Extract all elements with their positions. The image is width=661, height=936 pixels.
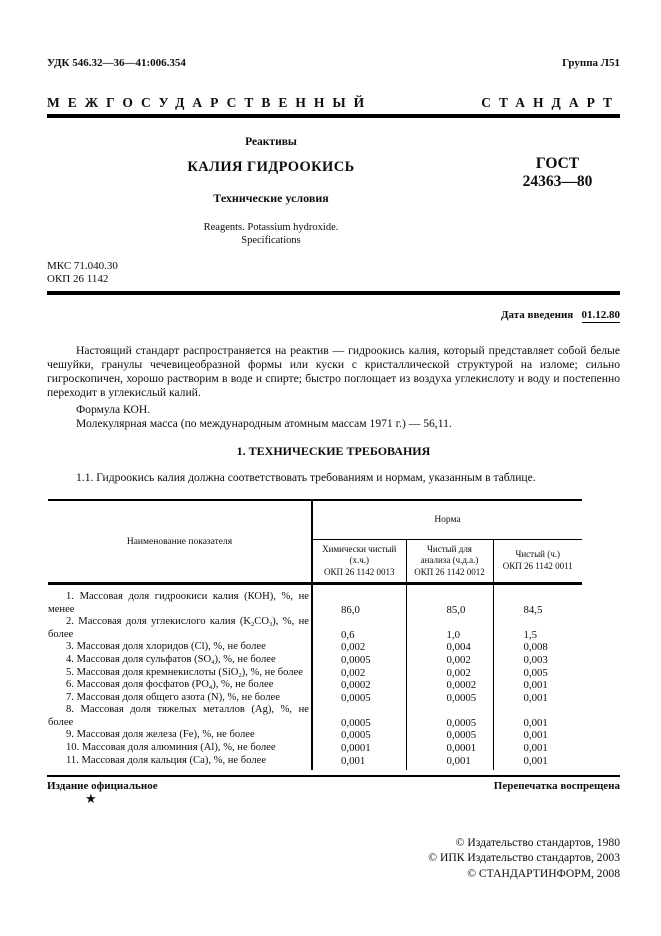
column-header-name: Наименование показателя [48,500,312,583]
table-row: 9. Массовая доля железа (Fe), %, не более 0,0005 0,0005 0,001 [48,729,582,742]
introduction-date-row [47,309,620,321]
table-row: 2. Массовая доля углекислого калия $(K_2CO_3)$, %, не более 0,6 1,0 1,5 [48,616,537,641]
table-row: 8. Массовая доля тяжелых металлов (Ag), %, не более 0,0005 0,0005 0,001 [48,704,548,729]
classification-row [47,0,620,69]
title-english-line2: Specifications [241,234,301,246]
document-title: КАЛИЯ ГИДРООКИСЬ [187,159,355,175]
formula-line: Формула КОН. [76,402,151,416]
column-header-chemically-pure: Химически чистый (х.ч.) ОКП 26 1142 0013 [312,539,406,583]
table-row: 6. Массовая доля фосфатов $(PO_4)$, %, не более 0,0002 0,0002 0,001 [48,679,582,692]
column-header-norma: Норма [312,500,582,539]
standard-type-word2: СТАНДАРТ [481,95,620,110]
table-row: 10. Массовая доля алюминия (Al), %, не более 0,0001 0,0001 0,001 [48,742,582,755]
gost-label: ГОСТ [535,155,580,172]
copyright-block [47,835,620,881]
star-icon: ★ [85,792,97,808]
scope-paragraph: Настоящий стандарт распространяется на реактив — гидроокись калия, который представляет собой белые чешуйки, гранулы чечевицеобразной формы или куски с кристаллической структурой на изломе; сильно гигроскопичен, хорошо растворим в воде и спирте; быстро поглощает из воздуха углекислоту и воду и постепенно переходит в углекислый калий. [47,344,620,399]
copyright-line: © СТАНДАРТИНФОРМ, 2008 [467,866,620,880]
title-english-line1: Reagents. Potassium hydroxide. [203,222,339,233]
gost-number-block [495,136,620,247]
table-row: 3. Массовая доля хлоридов (Cl), %, не более 0,002 0,004 0,008 [48,641,582,654]
okp-code: ОКП 26 1142 [47,272,109,285]
table-row: 5. Массовая доля кремнекислоты (SiO$_2$), %, не более 0,002 0,002 0,005 [48,667,582,680]
mks-okp-block [47,260,620,285]
footer-rule [47,775,620,777]
table-row: 4. Массовая доля сульфатов $(SO_4)$, %, не более 0,0005 0,002 0,003 [48,654,582,667]
group-code: Группа Л51 [562,57,620,69]
table-row: 7. Массовая доля общего азота (N), %, не более 0,0005 0,0005 0,001 [48,692,582,705]
title-block [47,136,620,247]
table-row: 11. Массовая доля кальция (Ca), %, не более 0,001 0,001 0,001 [48,755,582,771]
mks-code: МКС 71.040.30 [47,260,118,272]
copyright-line: © ИПК Издательство стандартов, 2003 [428,851,620,865]
section-heading: 1. ТЕХНИЧЕСКИЕ ТРЕБОВАНИЯ [236,444,431,459]
title-rule [47,291,620,295]
molecular-mass-line: Молекулярная масса (по международным атомным массам 1971 г.) — 56,11. [76,416,452,430]
udk-code: УДК 546.32—36—41:006.354 [47,57,186,69]
clause-1-1: 1.1. Гидроокись калия должна соответствовать требованиям и нормам, указанным в таблице. [76,471,536,485]
introduction-date-label: Дата введения [500,309,574,321]
document-subtitle: Технические условия [213,191,329,205]
reprint-prohibited-label: Перепечатка воспрещена [493,780,620,793]
column-header-pure-for-analysis: Чистый для анализа (ч.д.а.) ОКП 26 1142 0012 [406,539,493,583]
header-rule [47,114,620,118]
document-title-english [47,222,495,247]
column-header-pure: Чистый (ч.) ОКП 26 1142 0011 [493,539,582,583]
footer-row [47,780,620,792]
document-category: Реактивы [245,136,297,148]
official-edition-label: Издание официальное [47,780,158,793]
introduction-date-value: 01.12.80 [581,309,620,321]
standard-type-heading [47,95,620,111]
specifications-table [48,499,582,770]
copyright-line: © Издательство стандартов, 1980 [455,836,620,850]
table-row: 1. Массовая доля гидроокиси калия (КОН), %, не менее 86,0 85,0 84,5 [48,583,582,616]
standard-type-word1: МЕЖГОСУДАРСТВЕННЫЙ [47,95,373,110]
gost-number: 24363—80 [522,172,593,190]
